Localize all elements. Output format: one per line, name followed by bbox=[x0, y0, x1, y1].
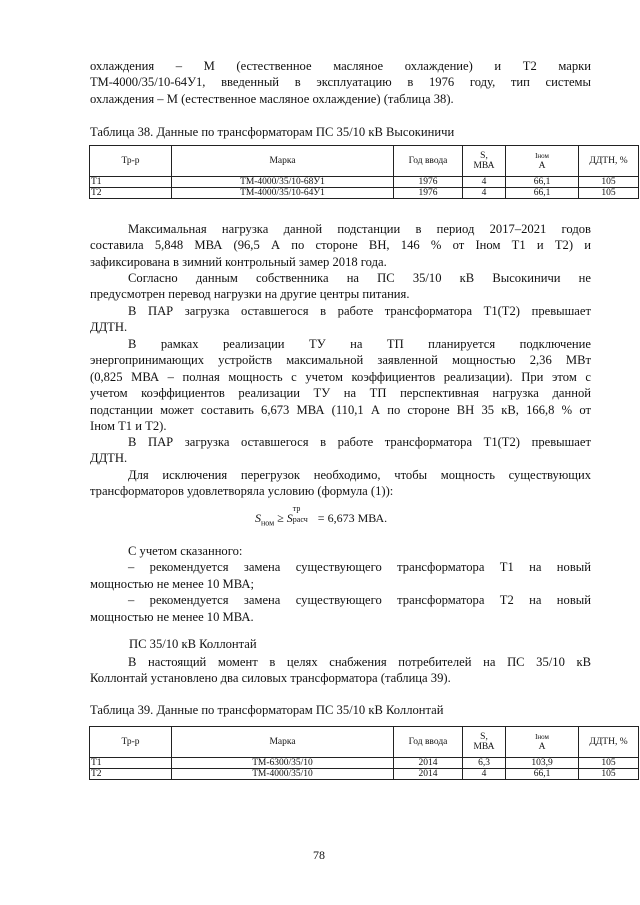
cell-brand: ТМ-6300/35/10 bbox=[172, 758, 394, 769]
header-brand: Марка bbox=[172, 727, 394, 758]
text-line: подстанции может составить 6,673 МВА (110,1 А по стороне ВН 35 кВ, 166,8 % от bbox=[90, 402, 591, 417]
formula-operator: ≥ bbox=[277, 511, 284, 525]
formula-rhs-sup: тр bbox=[292, 504, 301, 513]
header-current bbox=[506, 146, 579, 177]
cell-brand: ТМ-4000/35/10 bbox=[172, 769, 394, 780]
formula-1 bbox=[255, 504, 388, 528]
paragraph-tu-realization bbox=[90, 336, 591, 434]
text-line: (0,825 МВА – полная мощность с учетом коэффициентов реализации). При этом с bbox=[90, 369, 591, 384]
cell-current: 66,1 bbox=[506, 769, 579, 780]
text-line: мощностью не менее 10 МВА. bbox=[90, 609, 254, 624]
cell-year: 1976 bbox=[394, 188, 463, 199]
cell-year: 2014 bbox=[394, 758, 463, 769]
text-line: ДДТН. bbox=[90, 320, 128, 335]
header-brand: Марка bbox=[172, 146, 394, 177]
paragraph-max-load bbox=[90, 221, 591, 270]
header-current bbox=[506, 727, 579, 758]
header-tr: Тр-р bbox=[90, 727, 172, 758]
text-line: В рамках реализации ТУ на ТП планируется подключение bbox=[128, 337, 591, 351]
text-line: Максимальная нагрузка данной подстанции в период 2017–2021 годов bbox=[128, 222, 591, 236]
text-line: трансформаторов удовлетворяла условию (формула (1)): bbox=[90, 484, 394, 499]
text-line: Коллонтай установлено два силовых трансформатора (таблица 39). bbox=[90, 671, 451, 686]
formula-lhs: S bbox=[255, 511, 261, 525]
header-power-unit: МВА bbox=[473, 161, 495, 171]
cell-power: 4 bbox=[463, 188, 506, 199]
text-line: ДДТН. bbox=[90, 451, 128, 466]
table-row bbox=[90, 188, 639, 199]
table-39 bbox=[89, 726, 639, 780]
text-line: учетом коэффициентов реализации ТУ на ТП перспективная нагрузка данной bbox=[90, 386, 591, 401]
formula-rhs-sub: расч bbox=[292, 515, 308, 524]
cell-current: 66,1 bbox=[506, 188, 579, 199]
cell-brand: ТМ-4000/35/10-68У1 bbox=[172, 177, 394, 188]
header-year: Год ввода bbox=[394, 727, 463, 758]
cell-current: 103,9 bbox=[506, 758, 579, 769]
formula-result: = 6,673 МВА. bbox=[317, 511, 388, 525]
cell-tr: Т2 bbox=[90, 188, 172, 199]
text-line: составила 5,848 МВА (96,5 А по стороне ВН, 146 % от Iном Т1 и Т2) и bbox=[90, 238, 591, 253]
cell-ddtn: 105 bbox=[579, 188, 639, 199]
cell-ddtn: 105 bbox=[579, 769, 639, 780]
table-row bbox=[90, 177, 639, 188]
section-heading: ПС 35/10 кВ Коллонтай bbox=[129, 637, 257, 651]
cell-year: 1976 bbox=[394, 177, 463, 188]
text-line: мощностью не менее 10 МВА; bbox=[90, 576, 254, 591]
paragraph-par-load-2 bbox=[90, 434, 591, 467]
cell-tr: Т2 bbox=[90, 769, 172, 780]
text-line: – рекомендуется замена существующего трансформатора Т2 на новый bbox=[128, 593, 591, 608]
text-line: Для исключения перегрузок необходимо, чтобы мощность существующих bbox=[128, 468, 591, 482]
cell-tr: Т1 bbox=[90, 758, 172, 769]
formula-lhs-sub: ном bbox=[261, 518, 275, 528]
paragraph-overload-condition bbox=[90, 467, 591, 500]
cell-power: 6,3 bbox=[463, 758, 506, 769]
table-row bbox=[90, 769, 639, 780]
header-current-unit: А bbox=[538, 742, 546, 752]
section-paragraph bbox=[90, 654, 591, 687]
page-number: 78 bbox=[313, 848, 325, 862]
header-power-symbol: S, bbox=[480, 151, 488, 161]
text-line: – рекомендуется замена существующего трансформатора Т1 на новый bbox=[128, 560, 591, 575]
table-38 bbox=[89, 145, 639, 199]
cell-power: 4 bbox=[463, 177, 506, 188]
header-ddtn: ДДТН, % bbox=[579, 727, 639, 758]
header-current-symbol: Iном bbox=[535, 733, 549, 741]
header-ddtn: ДДТН, % bbox=[579, 146, 639, 177]
header-power bbox=[463, 727, 506, 758]
cell-tr: Т1 bbox=[90, 177, 172, 188]
text-line: Согласно данным собственника на ПС 35/10 кВ Высокиничи не bbox=[128, 271, 591, 285]
header-power-symbol: S, bbox=[480, 732, 488, 742]
text-line: Iном Т1 и Т2). bbox=[90, 418, 167, 433]
header-current-symbol: Iном bbox=[535, 152, 549, 160]
table-39-caption: Таблица 39. Данные по трансформаторам ПС 35/10 кВ Коллонтай bbox=[90, 703, 444, 717]
cell-ddtn: 105 bbox=[579, 758, 639, 769]
formula-rhs: S bbox=[286, 511, 293, 525]
text-line: В ПАР загрузка оставшегося в работе трансформатора Т1(Т2) превышает bbox=[128, 435, 591, 449]
text-line: охлаждения – М (естественное масляное охлаждение) (таблица 38). bbox=[90, 91, 454, 106]
text-line: В ПАР загрузка оставшегося в работе трансформатора Т1(Т2) превышает bbox=[128, 304, 591, 318]
paragraph-par-load bbox=[90, 303, 591, 336]
text-line: охлаждения – М (естественное масляное охлаждение) и Т2 марки bbox=[90, 59, 591, 73]
text-line: ТМ-4000/35/10-64У1, введенный в эксплуатацию в 1976 году, тип системы bbox=[90, 75, 591, 90]
cell-year: 2014 bbox=[394, 769, 463, 780]
text-line: С учетом сказанного: bbox=[128, 544, 243, 558]
header-year: Год ввода bbox=[394, 146, 463, 177]
cell-current: 66,1 bbox=[506, 177, 579, 188]
table-38-caption: Таблица 38. Данные по трансформаторам ПС 35/10 кВ Высокиничи bbox=[90, 125, 455, 139]
recommendations bbox=[90, 543, 591, 625]
cell-brand: ТМ-4000/35/10-64У1 bbox=[172, 188, 394, 199]
text-line: зафиксирована в зимний контрольный замер 2018 года. bbox=[90, 254, 387, 269]
header-current-unit: А bbox=[538, 161, 546, 171]
header-tr: Тр-р bbox=[90, 146, 172, 177]
cell-power: 4 bbox=[463, 769, 506, 780]
header-power-unit: МВА bbox=[473, 742, 495, 752]
header-power bbox=[463, 146, 506, 177]
table-header-row bbox=[90, 727, 639, 758]
intro-paragraph bbox=[90, 58, 591, 107]
formula-rhs-indices bbox=[292, 504, 315, 524]
table-row bbox=[90, 758, 639, 769]
text-line: В настоящий момент в целях снабжения потребителей на ПС 35/10 кВ bbox=[128, 655, 591, 669]
text-line: энергопринимающих устройств максимальной заявленной мощностью 2,36 МВт bbox=[90, 353, 591, 368]
paragraph-owner-data bbox=[90, 270, 591, 303]
table-header-row bbox=[90, 146, 639, 177]
text-line: предусмотрен перевод нагрузки на другие центры питания. bbox=[90, 287, 410, 302]
cell-ddtn: 105 bbox=[579, 177, 639, 188]
